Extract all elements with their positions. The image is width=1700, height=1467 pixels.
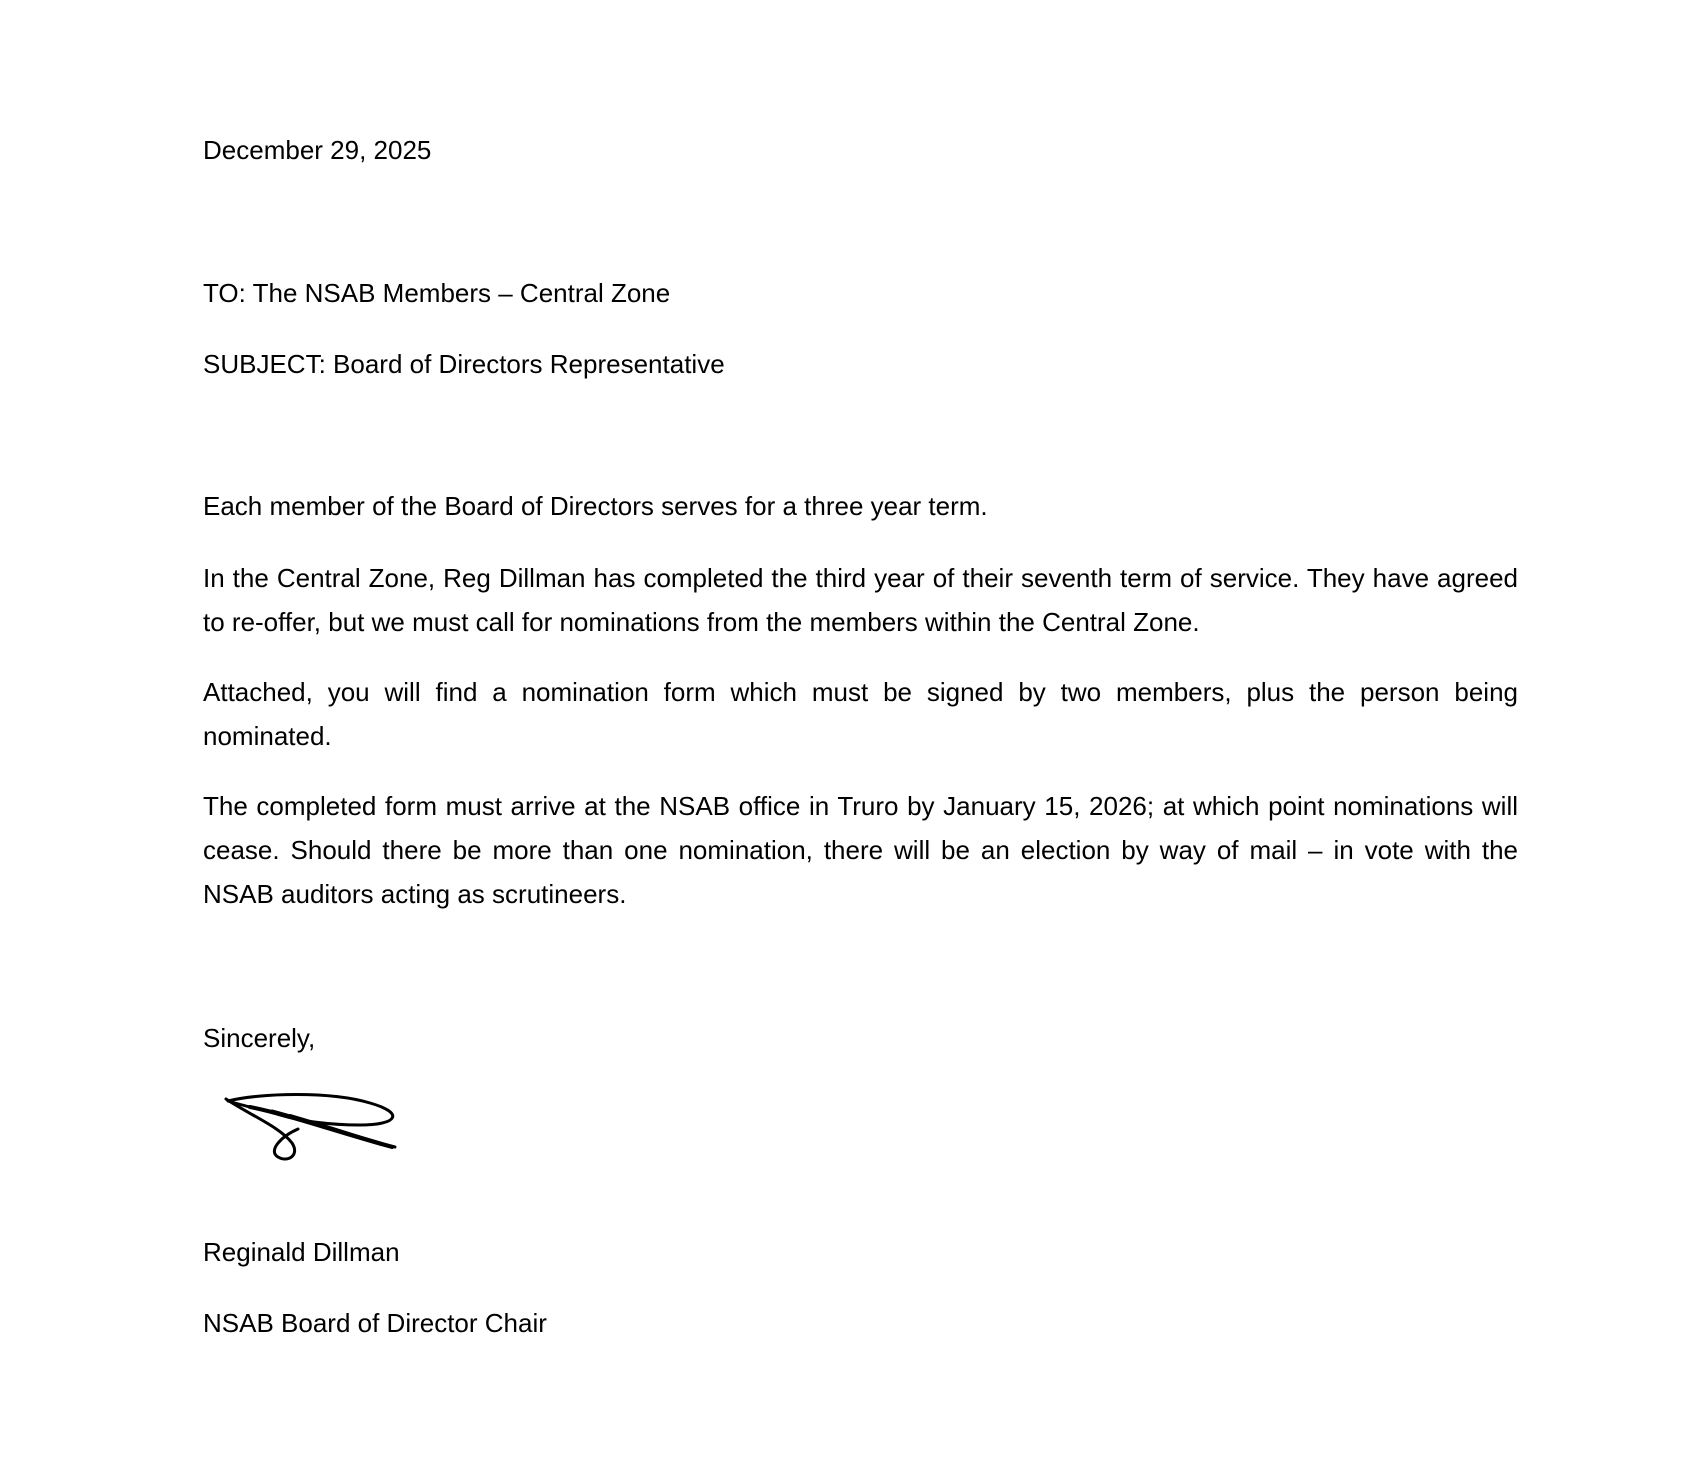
- signer-title: NSAB Board of Director Chair: [203, 1308, 547, 1338]
- letter-paragraph-4: The completed form must arrive at the NSAB office in Truro by January 15, 2026; at which point nominations will cease. Should there be more than one nomination, there will be an election by way of mail – in vote with the NSAB auditors acting as scrutineers.: [203, 791, 1518, 909]
- letter-recipient: TO: The NSAB Members – Central Zone: [203, 278, 671, 308]
- signature-image: [220, 1085, 425, 1170]
- letter-subject: SUBJECT: Board of Directors Representative: [203, 349, 725, 379]
- signer-name: Reginald Dillman: [203, 1237, 400, 1267]
- letter-paragraph-3: Attached, you will find a nomination form which must be signed by two members, plus the person being nominated.: [203, 677, 1518, 751]
- letter-closing: Sincerely,: [203, 1023, 316, 1053]
- letter-date: December 29, 2025: [203, 135, 432, 165]
- letter-paragraph-1: Each member of the Board of Directors serves for a three year term.: [203, 491, 988, 521]
- letter-paragraph-2: In the Central Zone, Reg Dillman has completed the third year of their seventh term of service. They have agreed to re-offer, but we must call for nominations from the members within the Central Zone.: [203, 563, 1518, 637]
